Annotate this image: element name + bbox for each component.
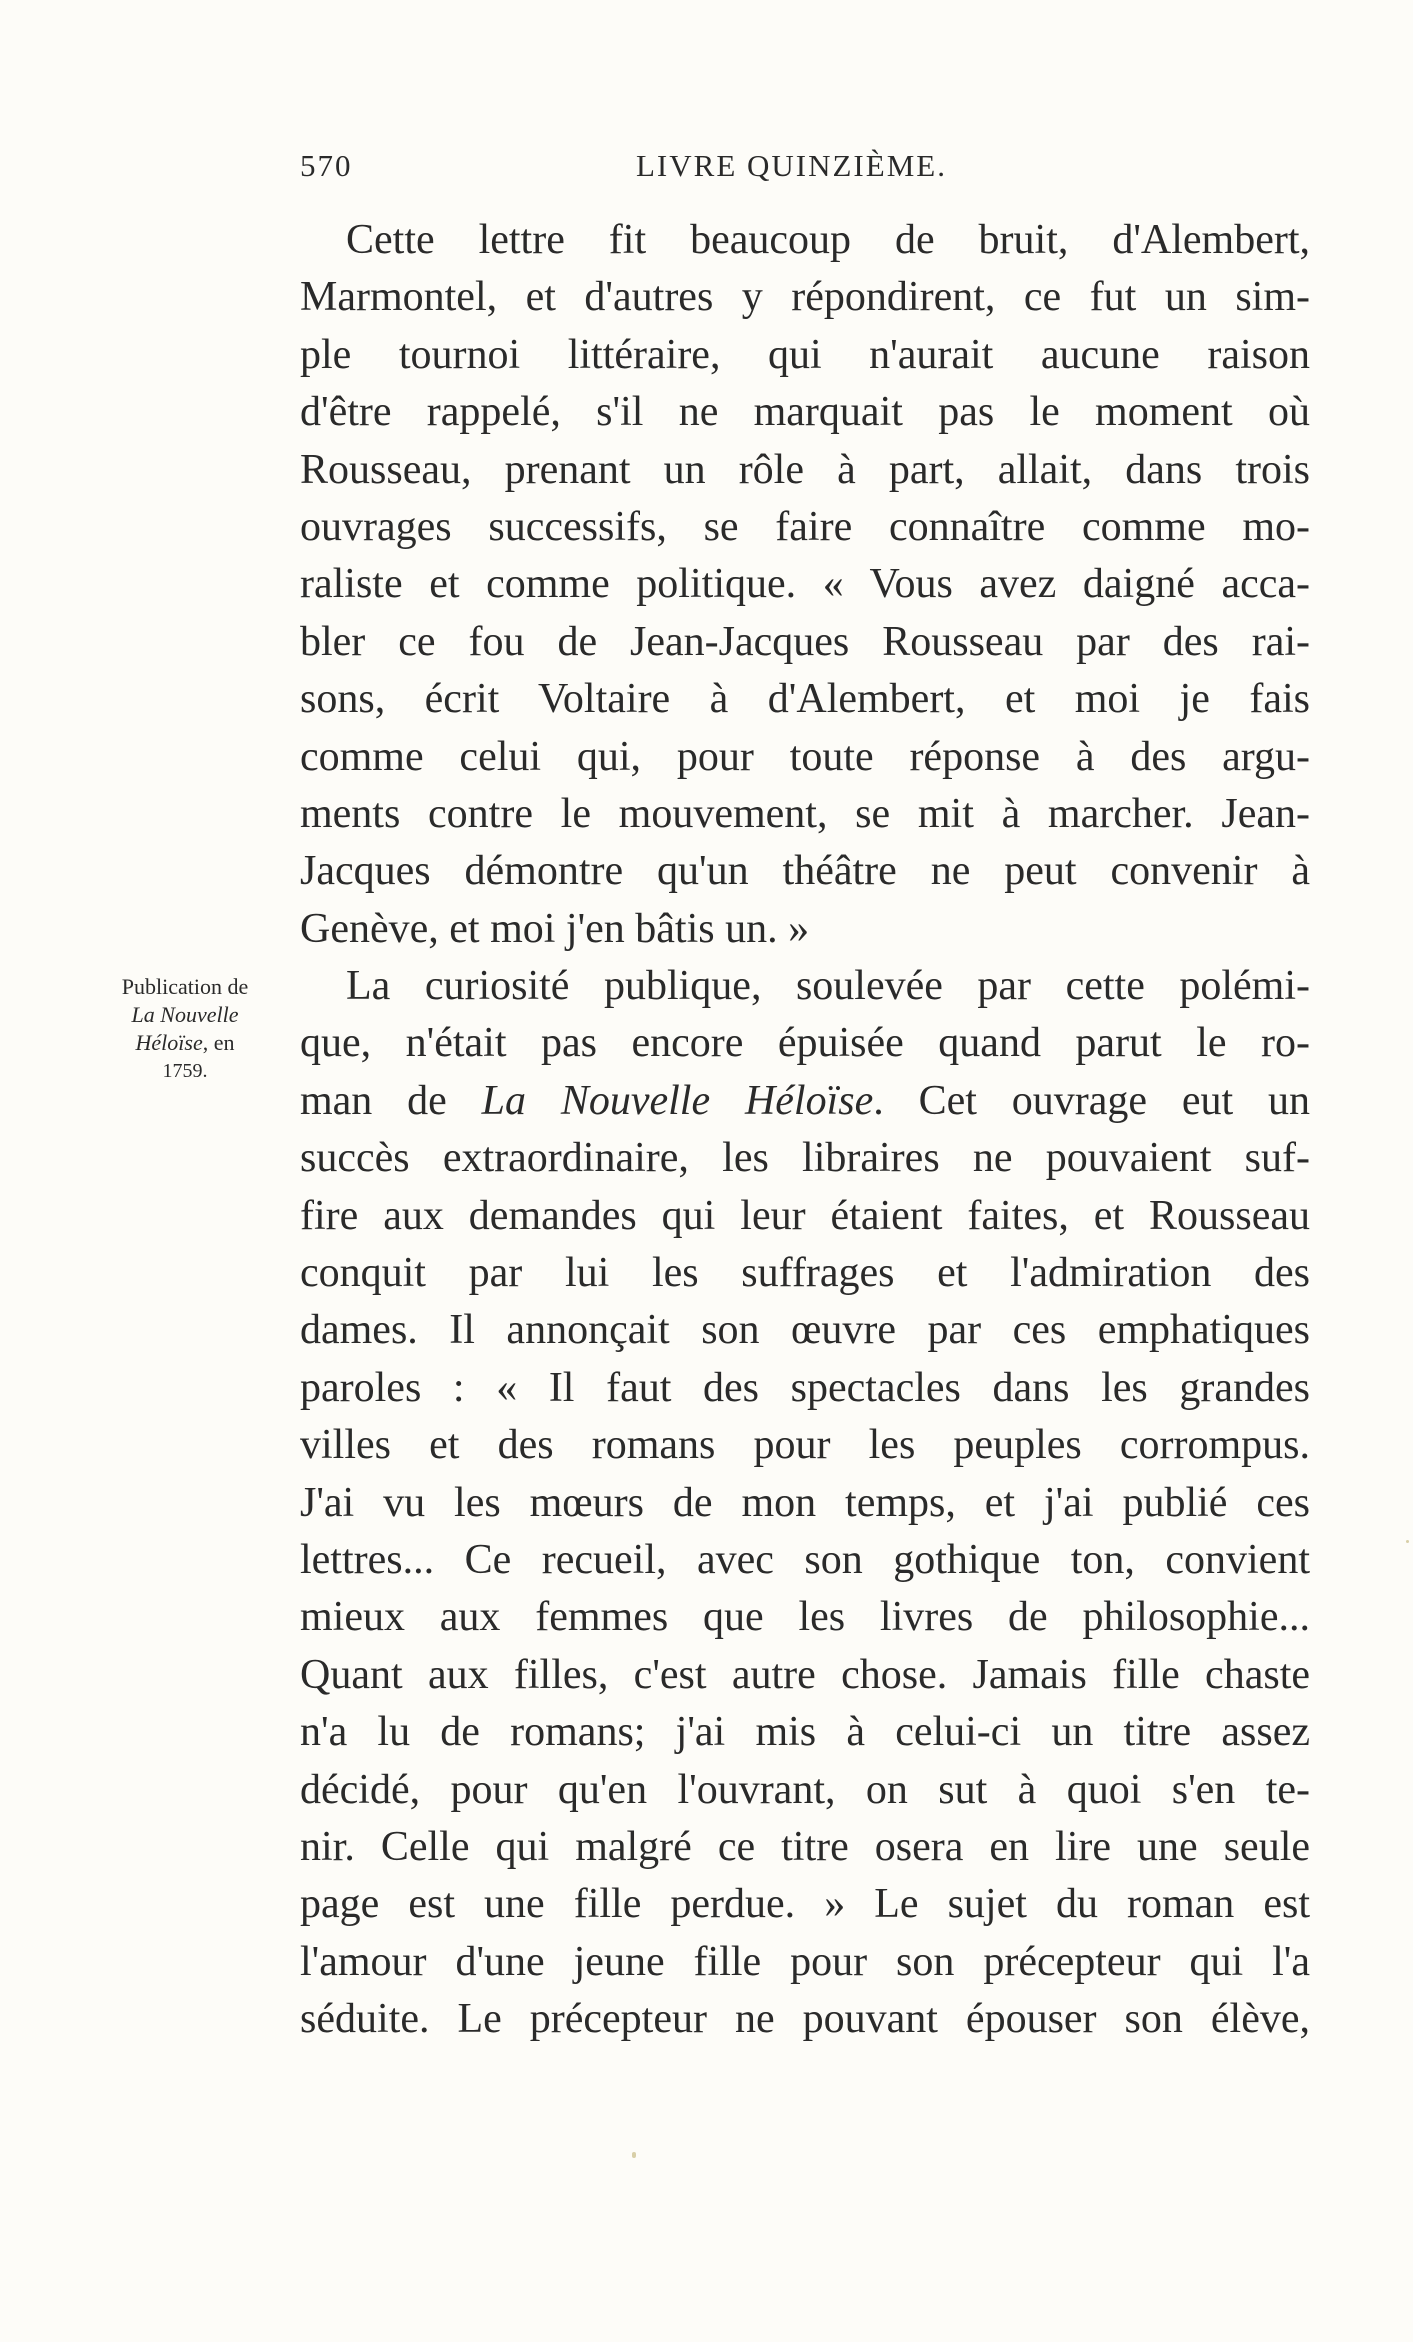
text-line: Jacques démontre qu'un théâtre ne peut convenir à [300, 848, 1310, 895]
paper-speck [632, 2152, 636, 2158]
text-line: villes et des romans pour les peuples corrompus. [300, 1422, 1310, 1469]
text-line: ple tournoi littéraire, qui n'aurait aucune raison [300, 331, 1310, 378]
text-line: n'a lu de romans; j'ai mis à celui-ci un titre assez [300, 1709, 1310, 1756]
text-line: d'être rappelé, s'il ne marquait pas le moment où [300, 389, 1310, 436]
text-line: que, n'était pas encore épuisée quand parut le ro- [300, 1020, 1310, 1067]
text-line: paroles : « Il faut des spectacles dans les grandes [300, 1364, 1310, 1411]
margin-note-line: La Nouvelle [131, 1002, 239, 1027]
text-line: séduite. Le précepteur ne pouvant épouser son élève, [300, 1996, 1310, 2043]
margin-note-year: 1759. [162, 1060, 208, 1082]
text-line: fire aux demandes qui leur étaient faites, et Rousseau [300, 1192, 1310, 1239]
text-line: mieux aux femmes que les livres de philosophie... [300, 1594, 1310, 1641]
margin-note-line: Publication de [121, 974, 249, 999]
running-title: LIVRE QUINZIÈME. [636, 148, 947, 183]
text-line: sons, écrit Voltaire à d'Alembert, et moi je fais [300, 676, 1310, 723]
text-line: Quant aux filles, c'est autre chose. Jamais fille chaste [300, 1651, 1310, 1698]
text-line: Marmontel, et d'autres y répondirent, ce fut un sim- [300, 274, 1310, 321]
text-line: raliste et comme politique. « Vous avez daigné acca- [300, 561, 1310, 608]
text-line: dames. Il annonçait son œuvre par ces emphatiques [300, 1307, 1310, 1354]
page-number: 570 [300, 148, 353, 183]
text-line: conquit par lui les suffrages et l'admiration des [300, 1250, 1310, 1297]
margin-note-text: , en [202, 1030, 235, 1055]
book-title-italic: La Nouvelle Héloïse [481, 1077, 874, 1124]
text-line: décidé, pour qu'en l'ouvrant, on sut à quoi s'en te- [300, 1766, 1310, 1813]
text-line: Rousseau, prenant un rôle à part, allait, dans trois [300, 446, 1310, 493]
paper-speck [1406, 1540, 1409, 1543]
text-segment: man de [300, 1077, 482, 1124]
text-line: bler ce fou de Jean-Jacques Rousseau par des rai- [300, 618, 1310, 665]
text-line: J'ai vu les mœurs de mon temps, et j'ai publié ces [300, 1479, 1310, 1526]
text-line: ouvrages successifs, se faire connaître comme mo- [300, 503, 1310, 550]
margin-note-italic: Héloïse [135, 1030, 203, 1055]
text-line: Cette lettre fit beaucoup de bruit, d'Alembert, [346, 217, 1310, 263]
margin-note-line [70, 1029, 300, 1057]
text-segment: . Cet ouvrage eut un [873, 1077, 1311, 1124]
text-line: La curiosité publique, soulevée par cette polémi- [346, 963, 1310, 1010]
text-line: lettres... Ce recueil, avec son gothique ton, convient [300, 1536, 1310, 1583]
body-text [300, 212, 1310, 2049]
text-line: page est une fille perdue. » Le sujet du roman est [300, 1881, 1310, 1928]
running-head [300, 148, 1310, 192]
text-line [300, 1073, 1310, 1130]
text-line: l'amour d'une jeune fille pour son précepteur qui l'a [300, 1938, 1310, 1985]
text-line: ments contre le mouvement, se mit à marcher. Jean- [300, 790, 1310, 837]
text-line: nir. Celle qui malgré ce titre osera en lire une seule [300, 1823, 1310, 1870]
margin-note [70, 973, 300, 1085]
text-line: comme celui qui, pour toute réponse à des argu- [300, 733, 1310, 780]
text-line: succès extraordinaire, les libraires ne pouvaient suf- [300, 1135, 1310, 1182]
text-line: Genève, et moi j'en bâtis un. » [300, 905, 810, 952]
